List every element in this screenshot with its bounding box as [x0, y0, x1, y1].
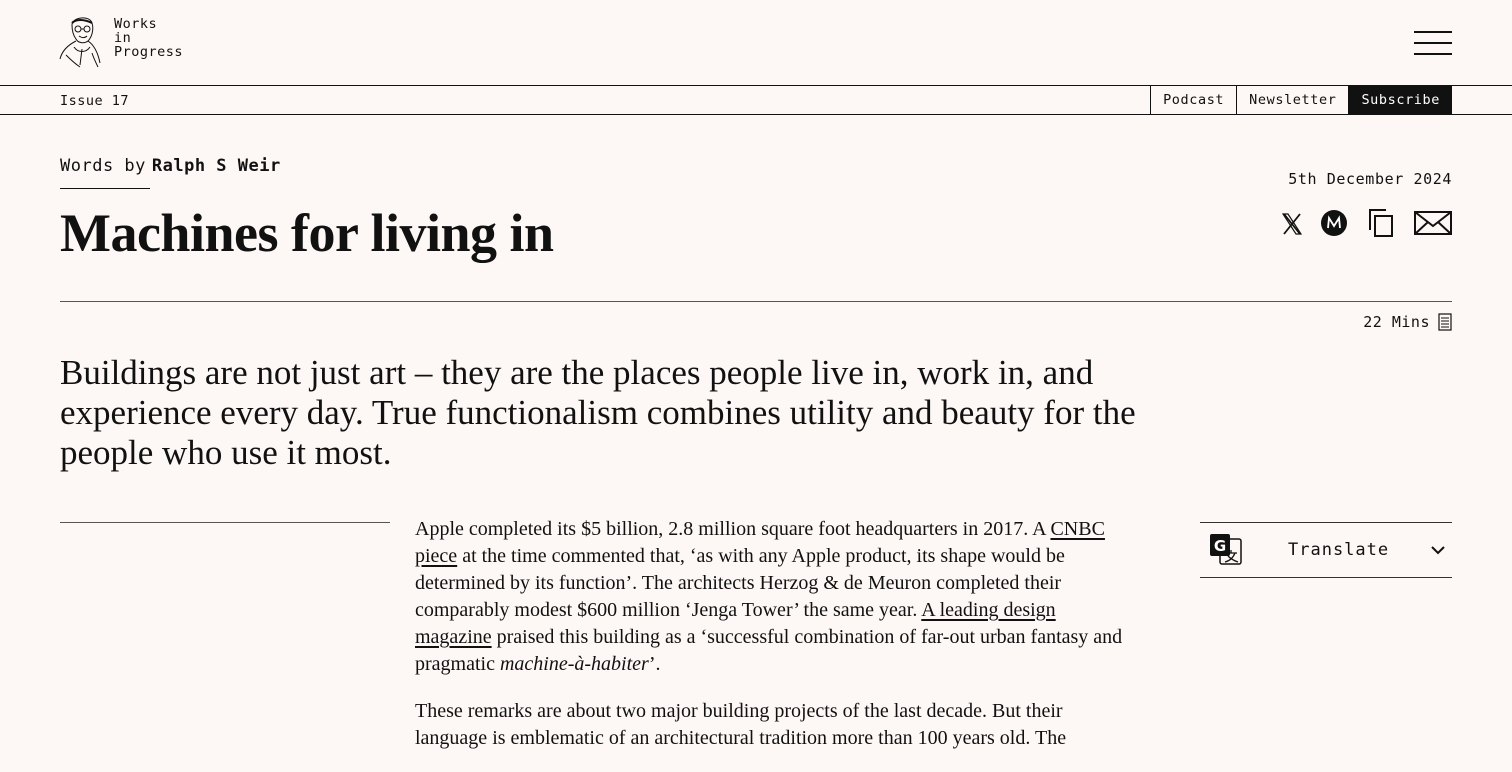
- author-link[interactable]: Ralph S Weir: [151, 156, 281, 176]
- issue-bar: [0, 85, 1512, 115]
- text-span: praised this building as a ‘successful combination of far-out urban fantasy and pragmatic: [415, 626, 1123, 675]
- svg-text:G: G: [1213, 537, 1227, 555]
- translate-dropdown[interactable]: [1200, 522, 1452, 578]
- byline-underline: [60, 188, 150, 189]
- design-magazine-link[interactable]: A leading design magazine: [415, 599, 1056, 648]
- cnbc-piece-link[interactable]: CNBC piece: [415, 518, 1105, 567]
- logo-line: in: [114, 30, 132, 46]
- chevron-down-icon: [1430, 544, 1446, 556]
- subscribe-button[interactable]: Subscribe: [1348, 86, 1452, 114]
- top-nav: [1150, 86, 1452, 114]
- sidebar-divider: [60, 522, 390, 523]
- paragraph: These remarks are about two major building projects of the last decade. But their language is emblematic of an architectural tradition more than 100 years old. The: [415, 700, 1067, 749]
- publish-date: 5th December 2024: [1288, 170, 1452, 188]
- paragraph: [415, 516, 1125, 678]
- article-title: Machines for living in: [60, 203, 554, 263]
- google-translate-icon: [1209, 533, 1243, 567]
- translate-label: Translate: [1288, 540, 1390, 560]
- text-span: ’.: [648, 653, 661, 675]
- standfirst: Buildings are not just art – they are the places people live in, work in, and experience every day. True functionalism combines utility and beauty for the people who use it most.: [60, 353, 1136, 472]
- text-span: at the time commented that, ‘as with any Apple product, its shape would be determined by its function’. The architects Herzog & de Meuron completed their comparably modest $600 million ‘Jenga Tower’ the same year.: [415, 545, 1065, 621]
- hamburger-menu-icon[interactable]: [1414, 31, 1452, 55]
- email-icon[interactable]: [1414, 208, 1452, 238]
- portrait-illustration-icon[interactable]: [58, 13, 104, 69]
- read-time-label: 22 Mins: [1363, 313, 1430, 331]
- copy-link-icon[interactable]: [1366, 208, 1396, 238]
- article-body: [415, 516, 1125, 772]
- read-time: [1363, 313, 1452, 331]
- podcast-link[interactable]: Podcast: [1150, 86, 1236, 114]
- title-divider: [60, 301, 1452, 302]
- logo-line: Progress: [114, 44, 184, 60]
- text-span: Apple completed its $5 billion, 2.8 million square foot headquarters in 2017. A: [415, 518, 1051, 540]
- byline-prefix: Words by: [60, 156, 146, 176]
- x-icon[interactable]: [1282, 208, 1302, 238]
- byline: [60, 156, 281, 176]
- emphasis-text: machine-à-habiter: [499, 653, 649, 675]
- issue-label[interactable]: Issue 17: [60, 93, 130, 109]
- medium-icon[interactable]: [1320, 208, 1348, 238]
- logo-line: Works: [114, 16, 158, 32]
- site-logo-text[interactable]: [114, 17, 183, 59]
- newsletter-link[interactable]: Newsletter: [1236, 86, 1348, 114]
- document-icon: [1438, 313, 1452, 331]
